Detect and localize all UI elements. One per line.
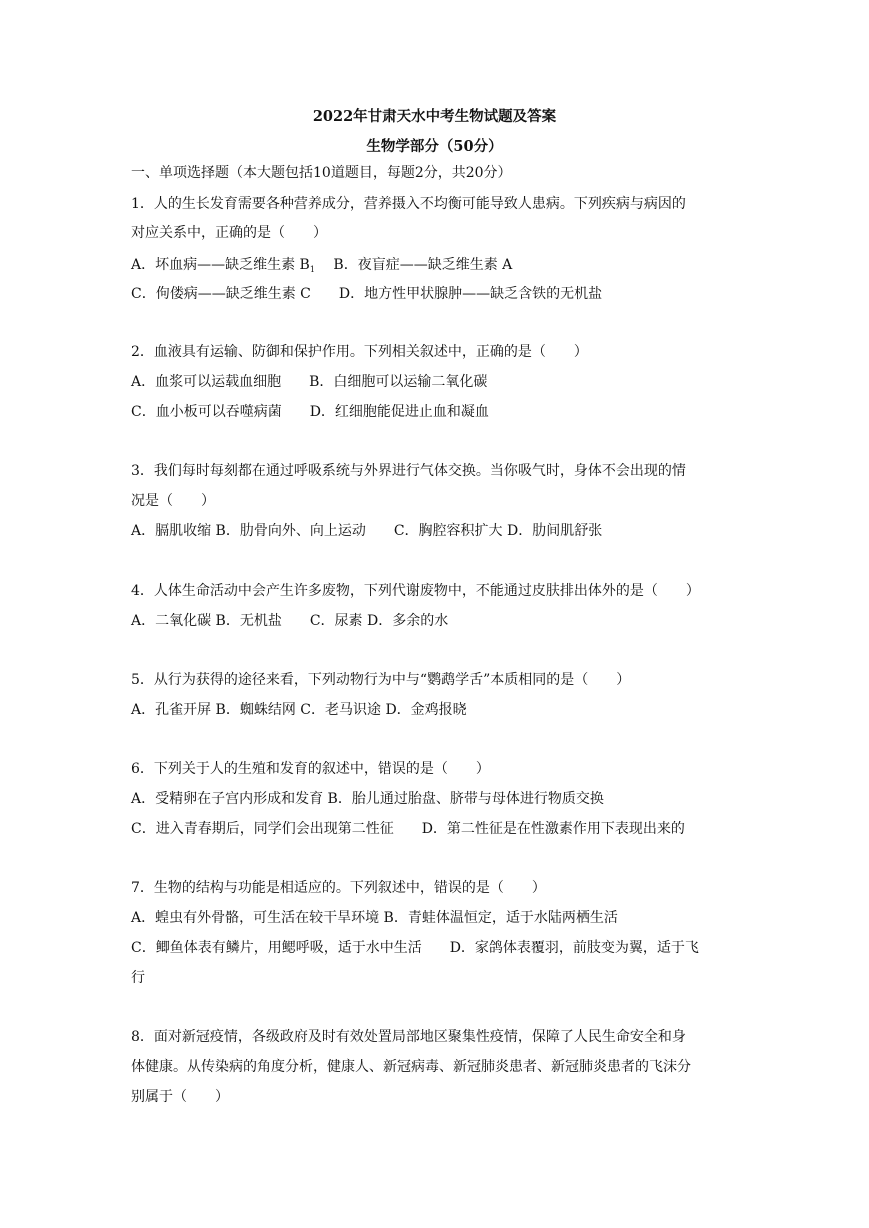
question-6-stem-line-1: 6．下列关于人的生殖和发育的叙述中，错误的是（ ）: [131, 761, 490, 777]
question-2-options-line-2: C．血小板可以吞噬病菌 D．红细胞能促进止血和凝血: [131, 404, 489, 420]
question-8-stem-line-3: 别属于（ ）: [131, 1089, 229, 1105]
question-1-stem-line-2: 对应关系中，正确的是（ ）: [131, 225, 327, 241]
question-1-options-line-2: C．佝偻病——缺乏维生素 C D．地方性甲状腺肿——缺乏含铁的无机盐: [131, 286, 603, 302]
question-1-stem-line-1: 1．人的生长发育需要各种营养成分，营养摄入不均衡可能导致人患病。下列疾病与病因的: [131, 196, 686, 212]
question-3-stem-line-2: 况是（ ）: [131, 493, 215, 509]
question-3-options-line-1: A．膈肌收缩 B．肋骨向外、向上运动 C．胸腔容积扩大 D．肋间肌舒张: [131, 523, 603, 539]
question-5-stem-line-1: 5．从行为获得的途径来看，下列动物行为中与“鹦鹉学舌”本质相同的是（ ）: [131, 672, 631, 688]
question-5-options-line-1: A．孔雀开屏 B．蜘蛛结网 C．老马识途 D．金鸡报晓: [131, 702, 467, 718]
question-2-stem-line-1: 2．血液具有运输、防御和保护作用。下列相关叙述中，正确的是（ ）: [131, 344, 588, 360]
option-b-text: B．夜盲症——缺乏维生素 A: [314, 257, 513, 273]
question-6-options-line-2: C．进入青春期后，同学们会出现第二性征 D．第二性征是在性激素作用下表现出来的: [131, 821, 685, 837]
question-4-options-line-1: A．二氧化碳 B．无机盐 C．尿素 D．多余的水: [131, 613, 449, 629]
question-6-options-line-1: A．受精卵在子宫内形成和发育 B．胎儿通过胎盘、脐带与母体进行物质交换: [131, 791, 604, 807]
question-7-options-line-1: A．蝗虫有外骨骼，可生活在较干旱环境 B．青蛙体温恒定，适于水陆两栖生活: [131, 910, 618, 926]
option-a-text: A．坏血病——缺乏维生素 B: [131, 257, 310, 273]
subscript: 1: [309, 265, 315, 274]
question-7-options-line-2: C．鲫鱼体表有鳞片，用鳃呼吸，适于水中生活 D．家鸽体表覆羽，前肢变为翼，适于飞: [131, 940, 699, 956]
document-title: 2022年甘肃天水中考生物试题及答案: [312, 108, 557, 125]
question-7-stem-line-1: 7．生物的结构与功能是相适应的。下列叙述中，错误的是（ ）: [131, 880, 546, 896]
question-1-options-line-1: [131, 255, 512, 280]
question-2-options-line-1: A．血浆可以运载血细胞 B．白细胞可以运输二氧化碳: [131, 374, 488, 390]
question-3-stem-line-1: 3．我们每时每刻都在通过呼吸系统与外界进行气体交换。当你吸气时，身体不会出现的情: [131, 463, 686, 479]
question-4-stem-line-1: 4．人体生命活动中会产生许多废物，下列代谢废物中，不能通过皮肤排出体外的是（ ）: [131, 583, 700, 599]
question-8-stem-line-2: 体健康。从传染病的角度分析，健康人、新冠病毒、新冠肺炎患者、新冠肺炎患者的飞沫分: [131, 1059, 691, 1075]
document-subtitle: 生物学部分（50分）: [366, 138, 503, 155]
question-7-options-line-3: 行: [131, 970, 145, 986]
section-heading: 一、单项选择题（本大题包括10道题目，每题2分，共20分）: [131, 165, 512, 181]
question-8-stem-line-1: 8．面对新冠疫情，各级政府及时有效处置局部地区聚集性疫情，保障了人民生命安全和身: [131, 1029, 686, 1045]
